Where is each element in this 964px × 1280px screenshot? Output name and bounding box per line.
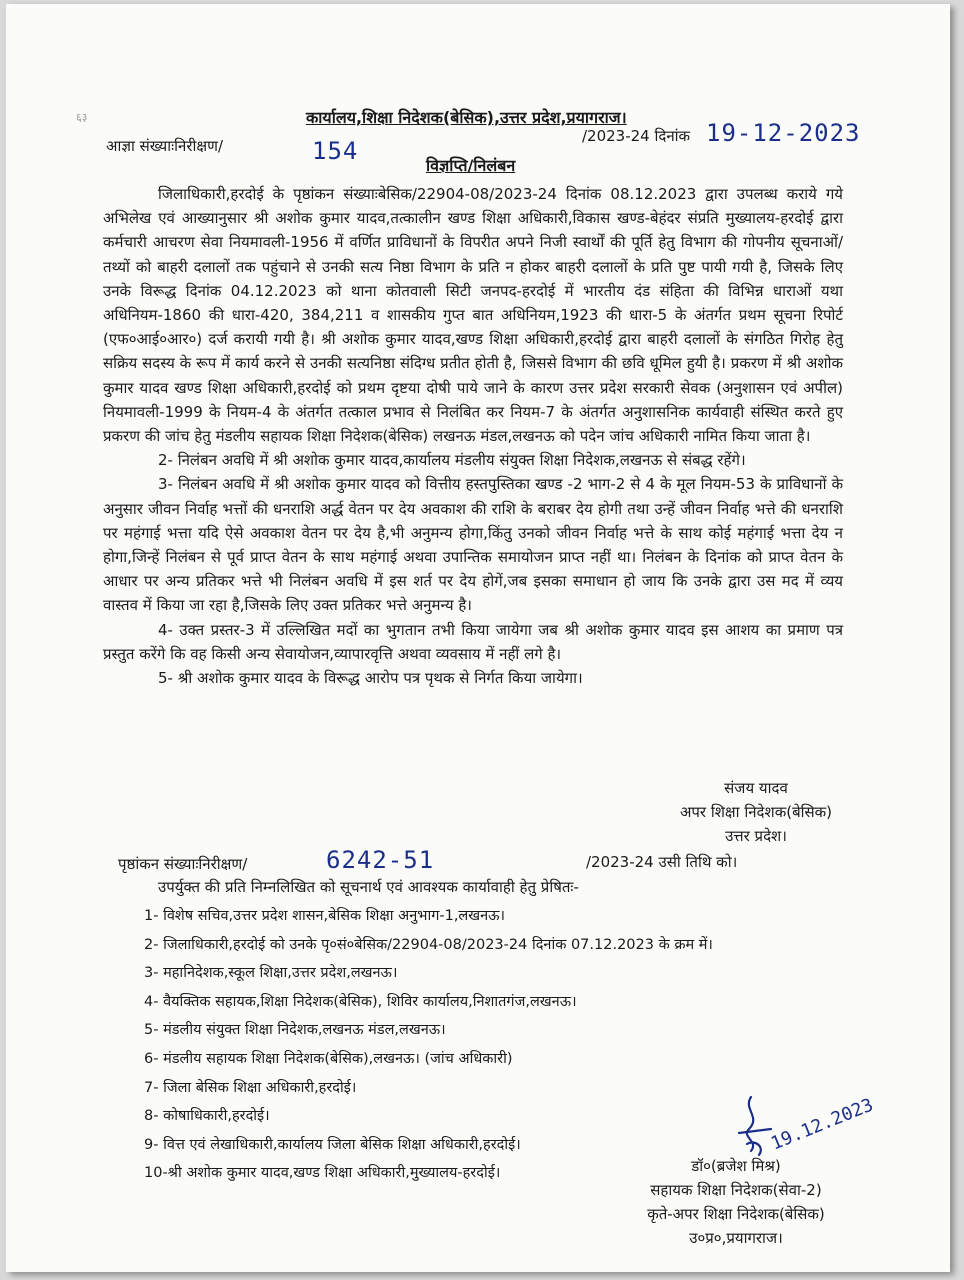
body-paragraph-3: 3- निलंबन अवधि में श्री अशोक कुमार यादव को वित्तीय हस्तपुस्तिका खण्ड -2 भाग-2 से 4 के मूल नियम-53 के प्राविधानों के अनुसार जीवन निर्वाह भत्तों की धनराशि अर्द्ध वेतन पर देय अवकाश की राशि के बराबर देय होगी तथा उन्हें जीवन निर्वाह भत्ते की धनराशि पर महंगाई भत्ता यदि ऐसे अवकाश वेतन पर देय है,भी अनुमन्य होगा,किंतु उनको जीवन निर्वाह भत्ते के साथ कोई महंगाई भत्ता देय न होगा,जिन्हें निलंबन से पूर्व प्राप्त वेतन के साथ महंगाई अथवा उपान्तिक समायोजन प्राप्त नहीं था। निलंबन के दिनांक को प्राप्त वेतन के आधार पर अन्य प्रतिकर भत्ते भी निलंबन अवधि में इस शर्त पर देय होगें,जब इसका समाधान हो जाय कि उनके द्वारा उस मद में व्यय वास्तव में किया जा रहा है,जिसके लिए उक्त प्रतिकर भत्ते अनुमन्य है। [103, 475, 843, 615]
document-page [6, 4, 950, 1272]
office-header: कार्यालय,शिक्षा निदेशक(बेसिक),उत्तर प्रदेश,प्रयागराज। [306, 108, 627, 127]
signatory-name: डॉ०(ब्रजेश मिश्र) [691, 1157, 781, 1175]
list-item: 7- जिला बेसिक शिक्षा अधिकारी,हरदोई। [144, 1079, 357, 1096]
subject-heading: विज्ञप्ति/निलंबन [426, 156, 516, 175]
list-item: 1- विशेष सचिव,उत्तर प्रदेश शासन,बेसिक शिक्षा अनुभाग-1,लखनऊ। [144, 908, 506, 924]
list-item: 2- जिलाधिकारी,हरदोई को उनके पृ०सं०बेसिक/22904-08/2023-24 दिनांक 07.12.2023 के क्रम में। [144, 936, 713, 953]
signatory-on-behalf: कृते-अपर शिक्षा निदेशक(बेसिक) [647, 1205, 825, 1223]
year-date-label: /2023-24 दिनांक [582, 127, 691, 145]
list-item: 6- मंडलीय सहायक शिक्षा निदेशक(बेसिक),लखनऊ। (जांच अधिकारी) [144, 1050, 513, 1067]
signatory-designation: अपर शिक्षा निदेशक(बेसिक) [679, 803, 833, 821]
notice-body [103, 182, 843, 690]
endorsement-intro: उपर्युक्त की प्रति निम्नलिखित को सूचनार्थ एवं आवश्यक कार्यावाही हेतु प्रेषितः- [158, 878, 579, 896]
body-paragraph-5: 5- श्री अशोक कुमार यादव के विरूद्ध आरोप पत्र पृथक से निर्गत किया जायेगा। [158, 669, 583, 688]
signatory-state: उत्तर प्रदेश। [725, 827, 787, 845]
date-handwritten: 19-12-2023 [706, 119, 861, 147]
signatory-place: उ०प्र०,प्रयागराज। [689, 1229, 783, 1247]
endorsement-number-handwritten: 6242-51 [326, 846, 435, 874]
signatory-designation: सहायक शिक्षा निदेशक(सेवा-2) [650, 1181, 822, 1199]
list-item: 9- वित्त एवं लेखाधिकारी,कार्यालय जिला बेसिक शिक्षा अधिकारी,हरदोई। [144, 1136, 521, 1153]
signatory-name: संजय यादव [724, 779, 788, 797]
order-number-handwritten: 154 [312, 137, 359, 165]
signature-block-1 [646, 776, 866, 848]
list-item: 4- वैयक्तिक सहायक,शिक्षा निदेशक(बेसिक), शिविर कार्यालय,निशातगंज,लखनऊ। [144, 993, 577, 1010]
corner-mark: ६३ [76, 111, 88, 124]
endorsement-year-label: /2023-24 उसी तिथि को। [586, 853, 738, 871]
recipient-list [144, 902, 713, 1188]
list-item: 8- कोषाधिकारी,हरदोई। [144, 1108, 270, 1125]
list-item: 10-श्री अशोक कुमार यादव,खण्ड शिक्षा अधिकारी,मुख्यालय-हरदोई। [144, 1165, 501, 1182]
signature-block-2 [611, 1154, 861, 1250]
body-paragraph-4: 4- उक्त प्रस्तर-3 में उल्लिखित मदों का भुगतान तभी किया जायेगा जब श्री अशोक कुमार यादव इस आशय का प्रमाण पत्र प्रस्तुत करेंगे कि वह किसी अन्य सेवायोजन,व्यापारवृत्ति अथवा व्यवसाय में नहीं लगे है। [103, 620, 843, 663]
body-paragraph-1: जिलाधिकारी,हरदोई के पृष्ठांकन संख्याःबेसिक/22904-08/2023-24 दिनांक 08.12.2023 द्वारा उपलब्ध कराये गये अभिलेख एवं आख्यानुसार श्री अशोक कुमार यादव,तत्कालीन खण्ड शिक्षा अधिकारी,विकास खण्ड-बेहंदर संप्रति मुख्यालय-हरदोई द्वारा कर्मचारी आचरण सेवा नियमावली-1956 में वर्णित प्राविधानों के विपरीत अपने निजी स्वार्थों की पूर्ति हेतु विभाग की गोपनीय सूचनाओं/ तथ्यों को बाहरी दलालों तक पहुंचाने से उनकी सत्य निष्ठा विभाग के प्रति न होकर बाहरी दलालों के प्रति पुष्ट पायी गयी है, जिसके लिए उनके विरूद्ध दिनांक 04.12.2023 को थाना कोतवाली सिटी जनपद-हरदोई में भारतीय दंड संहिता की विभिन्न धाराओं यथा अधिनियम-1860 की धारा-420, 384,211 व शासकीय गुप्त बात अधिनियम,1923 की धारा-5 के अंतर्गत प्रथम सूचना रिपोर्ट (एफ०आई०आर०) दर्ज करायी गयी है। श्री अशोक कुमार यादव,खण्ड शिक्षा अधिकारी,हरदोई द्वारा बाहरी दलालों के संगठित गिरोह हेतु सक्रिय सदस्य के रूप में कार्य करने से उनकी सत्यनिष्ठा संदिग्ध प्रतीत होती है, जिससे विभाग की छवि धूमिल हुयी है। प्रकरण में श्री अशोक कुमार यादव खण्ड शिक्षा अधिकारी,हरदोई को प्रथम दृष्टया दोषी पाये जाने के कारण उत्तर प्रदेश सरकारी सेवक (अनुशासन एवं अपील) नियमावली-1999 के नियम-4 के अंतर्गत तत्काल प्रभाव से निलंबित कर नियम-7 के अंतर्गत अनुशासनिक कार्यवाही संस्थित करते हुए प्रकरण की जांच हेतु मंडलीय सहायक शिक्षा निदेशक(बेसिक) लखनऊ मंडल,लखनऊ को पदेन जांच अधिकारी नामित किया जाता है। [103, 185, 843, 446]
body-paragraph-2: 2- निलंबन अवधि में श्री अशोक कुमार यादव,कार्यालय मंडलीय संयुक्त शिक्षा निदेशक,लखनऊ से संबद्ध रहेंगे। [158, 451, 746, 470]
list-item: 5- मंडलीय संयुक्त शिक्षा निदेशक,लखनऊ मंडल,लखनऊ। [144, 1022, 446, 1039]
handwritten-signature-date: 19.12.2023 [768, 1094, 877, 1155]
endorsement-label: पृष्ठांकन संख्याःनिरीक्षण/ [118, 855, 248, 873]
list-item: 3- महानिदेशक,स्कूल शिक्षा,उत्तर प्रदेश,लखनऊ। [144, 965, 398, 982]
order-number-label: आज्ञा संख्याःनिरीक्षण/ [106, 137, 224, 155]
